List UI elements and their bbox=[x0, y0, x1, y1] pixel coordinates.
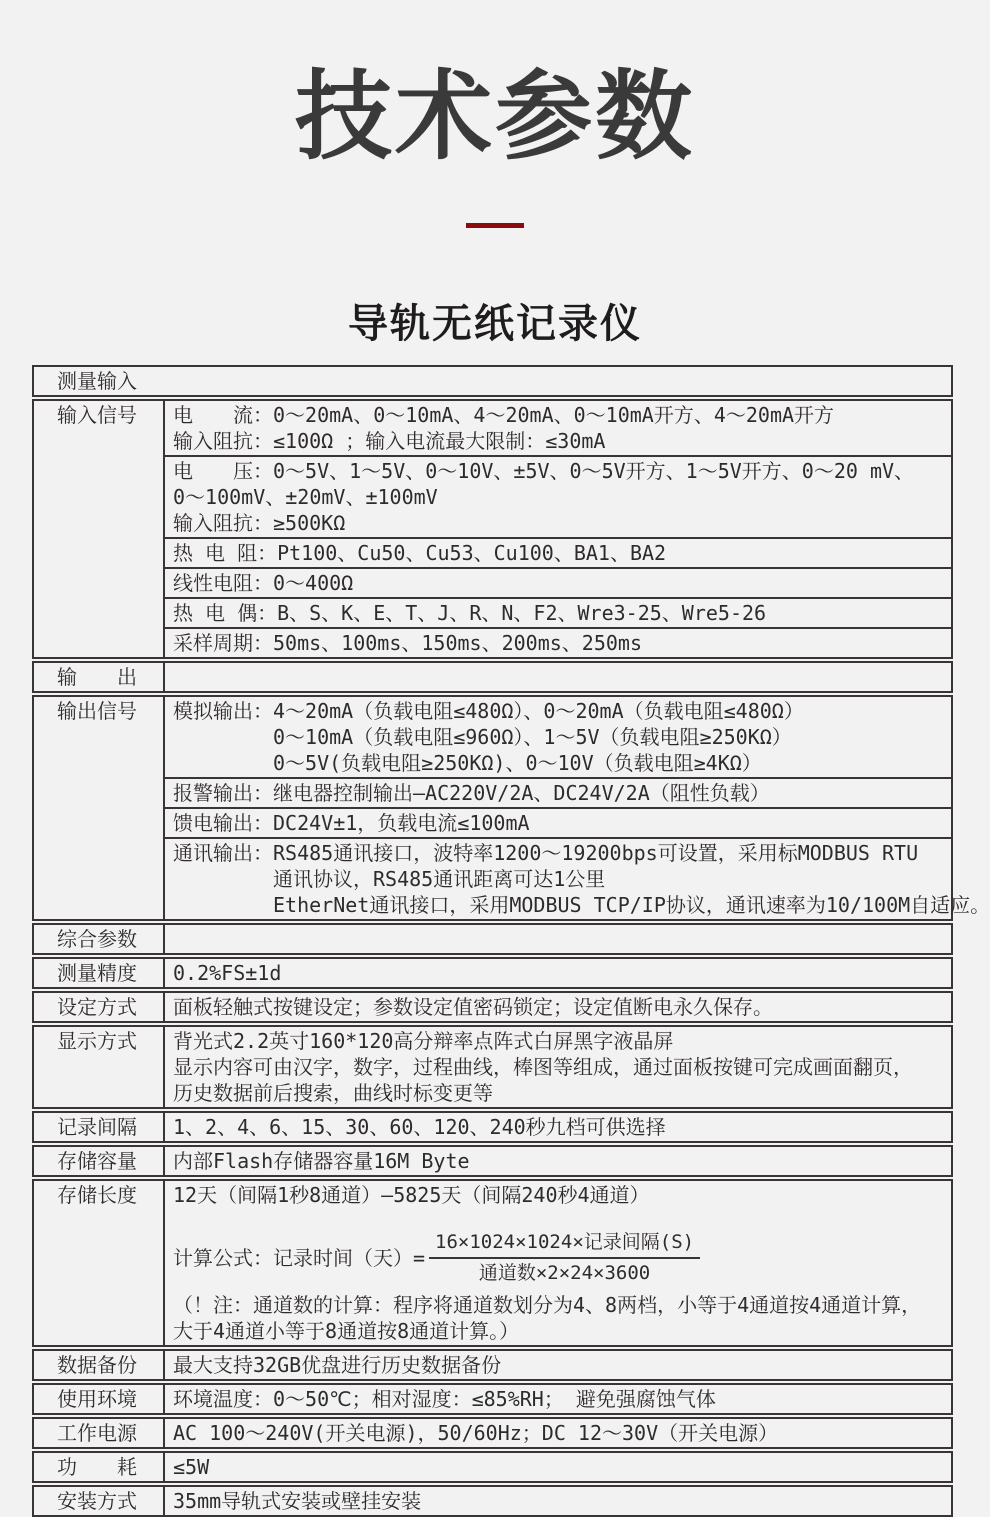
sub-row bbox=[165, 629, 951, 657]
spec-line: 模拟输出：4～20mA（负载电阻≤480Ω）、0～20mA（负载电阻≤480Ω） bbox=[173, 698, 804, 723]
spec-line: 电 压：0～5V、1～5V、0～10V、±5V、0～5V开方、1～5V开方、0～20 mV、 bbox=[173, 458, 915, 483]
row-label-storage-capacity: 存储容量 bbox=[34, 1147, 165, 1175]
row-label-mounting: 安装方式 bbox=[34, 1487, 165, 1515]
spec-line: 通讯协议，RS485通讯距离可达1公里 bbox=[273, 866, 606, 891]
sub-row bbox=[165, 539, 951, 569]
spec-line: 35mm导轨式安装或壁挂安装 bbox=[173, 1488, 422, 1513]
table-row-storage-length bbox=[32, 1179, 953, 1347]
accent-divider bbox=[466, 223, 524, 228]
formula-prefix: 计算公式：记录时间（天）= bbox=[173, 1245, 426, 1270]
fraction-numerator: 16×1024×1024×记录间隔(S) bbox=[429, 1230, 700, 1259]
row-label-environment: 使用环境 bbox=[34, 1385, 165, 1413]
spec-line: 背光式2.2英寸160*120高分辩率点阵式白屏黑字液晶屏 bbox=[173, 1028, 674, 1053]
row-content-power-consumption bbox=[165, 1453, 951, 1481]
spacer bbox=[173, 1208, 951, 1230]
spec-line: 环境温度：0～50℃；相对湿度：≤85%RH； 避免强腐蚀气体 bbox=[173, 1386, 716, 1411]
spec-line: 历史数据前后搜索，曲线时标变更等 bbox=[173, 1080, 493, 1105]
row-label-record-interval: 记录间隔 bbox=[34, 1113, 165, 1141]
row-label-input-signal: 输入信号 bbox=[34, 401, 165, 657]
spec-line: 线性电阻：0～400Ω bbox=[173, 570, 354, 595]
table-row-environment bbox=[32, 1383, 953, 1415]
sub-row bbox=[165, 1351, 951, 1379]
sub-row bbox=[165, 663, 951, 691]
spec-line: 馈电输出：DC24V±1，负载电流≤100mA bbox=[173, 810, 530, 835]
sub-row bbox=[165, 1385, 951, 1413]
row-content-record-interval bbox=[165, 1113, 951, 1141]
spec-line: 内部Flash存储器容量16M Byte bbox=[173, 1148, 470, 1173]
row-content-output-signal bbox=[165, 697, 990, 919]
sub-row bbox=[165, 569, 951, 599]
row-content-accuracy bbox=[165, 959, 951, 987]
row-label-general-params: 综合参数 bbox=[34, 925, 165, 953]
row-label-accuracy: 测量精度 bbox=[34, 959, 165, 987]
table-row-power-consumption bbox=[32, 1451, 953, 1483]
table-row-mounting bbox=[32, 1485, 953, 1517]
row-label-display-mode: 显示方式 bbox=[34, 1027, 165, 1107]
spec-line: 0.2%FS±1d bbox=[173, 960, 282, 985]
spec-line: 0～10mA（负载电阻≤960Ω）、1～5V（负载电阻≥250KΩ） bbox=[273, 724, 792, 749]
row-content-input-signal bbox=[165, 401, 951, 657]
row-label-measure-input: 测量输入 bbox=[57, 368, 137, 393]
spec-line: AC 100～240V(开关电源)，50/60Hz；DC 12～30V（开关电源） bbox=[173, 1420, 779, 1445]
table-row-input-signal bbox=[32, 399, 953, 659]
spec-line: 输入阻抗：≤100Ω ；输入电流最大限制：≤30mA bbox=[173, 428, 606, 453]
sub-row bbox=[165, 1453, 951, 1481]
table-row-measure-input bbox=[32, 365, 953, 397]
spec-line: 采样周期：50ms、100ms、150ms、200ms、250ms bbox=[173, 630, 642, 655]
sub-row bbox=[165, 839, 990, 919]
fraction-denominator: 通道数×2×24×3600 bbox=[478, 1261, 651, 1284]
table-row-power-supply bbox=[32, 1417, 953, 1449]
sub-row bbox=[165, 599, 951, 629]
row-label-power-supply: 工作电源 bbox=[34, 1419, 165, 1447]
row-content-storage-capacity bbox=[165, 1147, 951, 1175]
product-subtitle: 导轨无纸记录仪 bbox=[348, 300, 642, 347]
note-line: （！注：通道数的计算：程序将通道数划分为4、8两档，小等于4通道按4通道计算， bbox=[173, 1292, 922, 1317]
row-content-display-mode bbox=[165, 1027, 951, 1107]
row-content-power-supply bbox=[165, 1419, 951, 1447]
spec-line: 最大支持32GB优盘进行历史数据备份 bbox=[173, 1352, 502, 1377]
spec-line: ≤5W bbox=[173, 1454, 210, 1479]
sub-row bbox=[165, 809, 951, 839]
sub-row bbox=[165, 1487, 951, 1515]
row-label-output-signal: 输出信号 bbox=[34, 697, 165, 919]
sub-row bbox=[165, 697, 951, 779]
sub-row bbox=[165, 1181, 951, 1345]
row-label-storage-length: 存储长度 bbox=[34, 1181, 165, 1345]
sub-row bbox=[165, 1113, 951, 1141]
table-row-display-mode bbox=[32, 1025, 953, 1109]
table-row-output bbox=[32, 661, 953, 693]
page-title: 技术参数 bbox=[295, 60, 695, 173]
row-label-data-backup: 数据备份 bbox=[34, 1351, 165, 1379]
note-line: 大于4通道小等于8通道按8通道计算。） bbox=[173, 1318, 520, 1343]
spec-table bbox=[32, 365, 990, 1517]
spec-line: 显示内容可由汉字，数字，过程曲线，棒图等组成，通过面板按键可完成画面翻页， bbox=[173, 1054, 913, 1079]
spec-line: 面板轻触式按键设定；参数设定值密码锁定；设定值断电永久保存。 bbox=[173, 994, 773, 1019]
row-content-output bbox=[165, 663, 951, 691]
row-label-setting-mode: 设定方式 bbox=[34, 993, 165, 1021]
sub-row bbox=[165, 925, 951, 953]
sub-row bbox=[165, 993, 951, 1021]
spec-line: 电 流：0～20mA、0～10mA、4～20mA、0～10mA开方、4～20mA开方 bbox=[173, 402, 835, 427]
row-content-environment bbox=[165, 1385, 951, 1413]
table-row-storage-capacity bbox=[32, 1145, 953, 1177]
sub-row bbox=[165, 401, 951, 457]
row-content-setting-mode bbox=[165, 993, 951, 1021]
sub-row bbox=[165, 1147, 951, 1175]
formula-line bbox=[173, 1230, 951, 1286]
sub-row bbox=[165, 1027, 951, 1107]
fraction bbox=[429, 1230, 700, 1286]
spec-line: 通讯输出：RS485通讯接口，波特率1200～19200bps可设置，采用标MODBUS RTU bbox=[173, 840, 919, 865]
table-row-general-params bbox=[32, 923, 953, 955]
row-label-output: 输 出 bbox=[34, 663, 165, 691]
table-row-data-backup bbox=[32, 1349, 953, 1381]
spec-line: EtherNet通讯接口，采用MODBUS TCP/IP协议，通讯速率为10/100M自适应。 bbox=[273, 892, 990, 917]
row-label-power-consumption: 功 耗 bbox=[34, 1453, 165, 1481]
sub-row bbox=[165, 779, 951, 809]
row-content-general-params bbox=[165, 925, 951, 953]
table-row-setting-mode bbox=[32, 991, 953, 1023]
sub-row bbox=[165, 1419, 951, 1447]
spec-line: 热 电 偶：B、S、K、E、T、J、R、N、F2、Wre3-25、Wre5-26 bbox=[173, 600, 767, 625]
table-row-accuracy bbox=[32, 957, 953, 989]
sub-row bbox=[165, 959, 951, 987]
spec-line: 12天（间隔1秒8通道）—5825天（间隔240秒4通道） bbox=[173, 1182, 650, 1207]
row-content-mounting bbox=[165, 1487, 951, 1515]
sub-row bbox=[165, 457, 951, 539]
spec-line: 0～5V(负载电阻≥250KΩ)、0～10V（负载电阻≥4KΩ） bbox=[273, 750, 762, 775]
row-content-storage-length bbox=[165, 1181, 951, 1345]
spec-line: 1、2、4、6、15、30、60、120、240秒九档可供选择 bbox=[173, 1114, 666, 1139]
spec-line: 热 电 阻：Pt100、Cu50、Cu53、Cu100、BA1、BA2 bbox=[173, 540, 667, 565]
spec-line: 报警输出：继电器控制输出—AC220V/2A、DC24V/2A（阻性负载） bbox=[173, 780, 770, 805]
row-content-data-backup bbox=[165, 1351, 951, 1379]
spec-line: 输入阻抗：≥500KΩ bbox=[173, 510, 346, 535]
table-row-record-interval bbox=[32, 1111, 953, 1143]
spec-line: 0～100mV、±20mV、±100mV bbox=[173, 484, 438, 509]
table-row-output-signal bbox=[32, 695, 990, 921]
